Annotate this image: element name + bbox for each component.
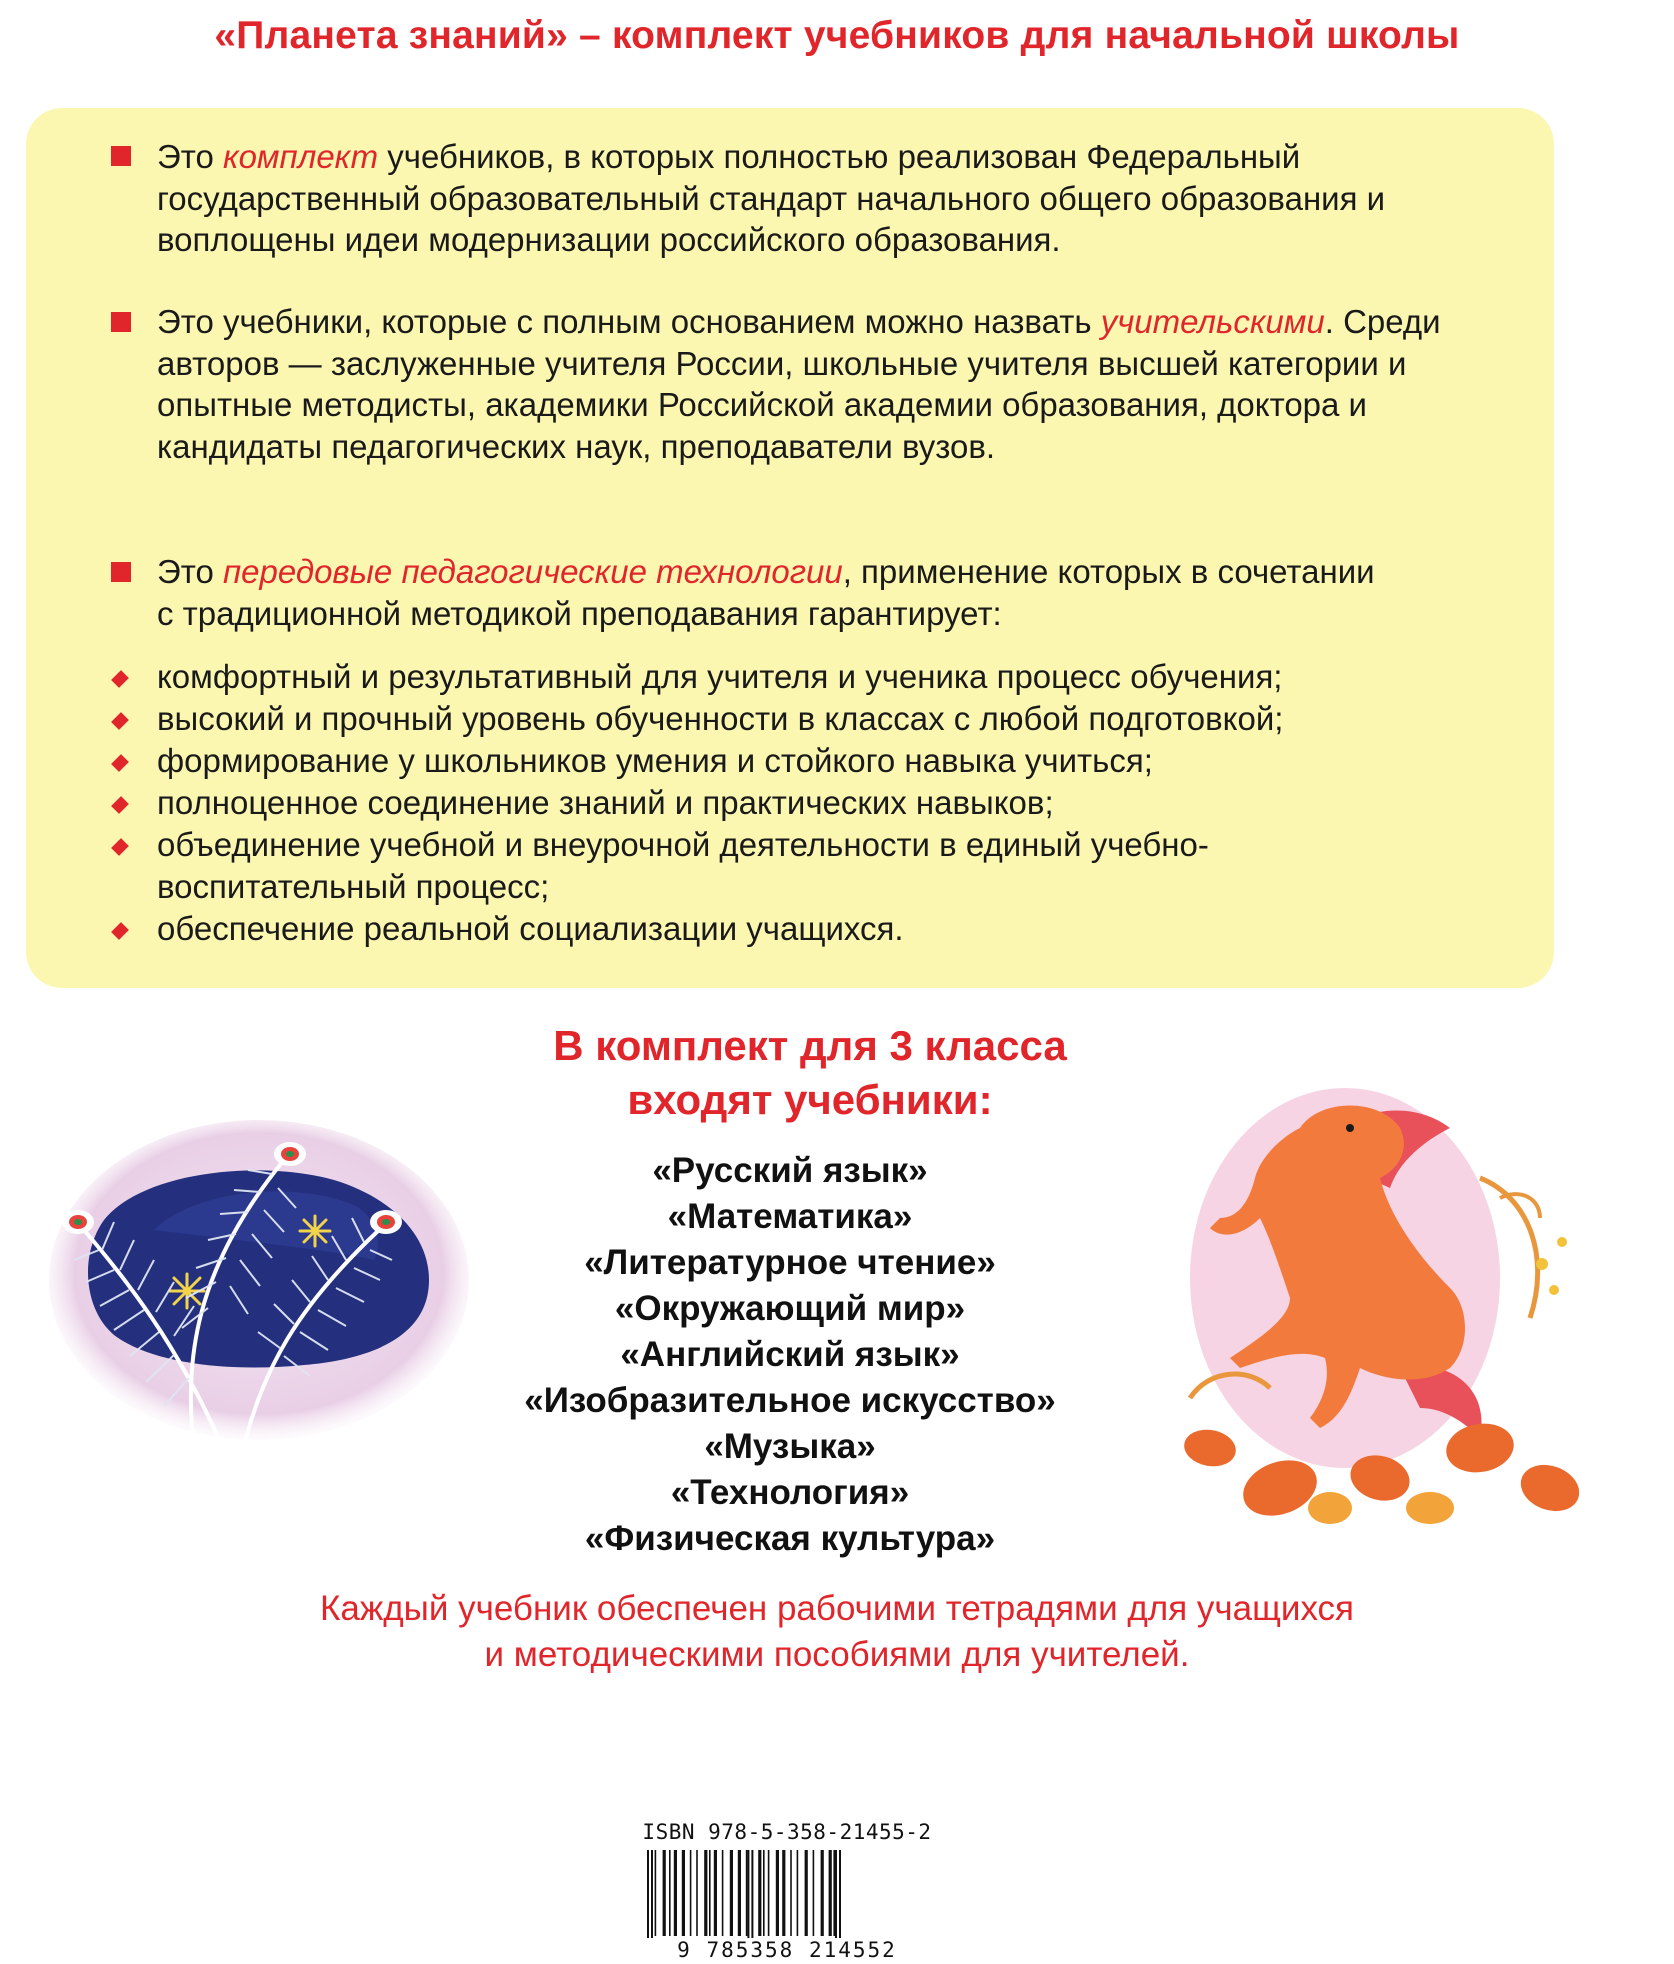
barcode-bar	[805, 1850, 808, 1936]
barcode-bar	[714, 1850, 717, 1936]
list-item: комфортный и результативный для учителя и ученика процесс обучения;	[157, 658, 1283, 695]
barcode-bar	[821, 1850, 824, 1936]
barcode-bar	[730, 1850, 733, 1936]
barcode-bar	[690, 1850, 692, 1936]
barcode-bar	[813, 1850, 815, 1936]
barcode-bar	[722, 1850, 724, 1936]
subject-item: «Музыка»	[704, 1427, 876, 1466]
footer-note-line-2: и методическими пособиями для учителей.	[484, 1635, 1190, 1674]
square-bullet-icon	[111, 562, 131, 582]
subject-item: «Литературное чтение»	[584, 1243, 996, 1282]
intro-paragraph-2: Это учебники, которые с полным основанием можно назвать учительскими. Среди авторов — заслуженные учителя России, школьные учителя высшей категории и опытные методисты, академики Российской академии образования, доктора и кандидаты педагогических наук, преподаватели вузов.	[157, 303, 1441, 465]
subject-item: «Физическая культура»	[584, 1519, 996, 1558]
list-item: полноценное соединение знаний и практических навыков;	[157, 784, 1054, 821]
barcode-bar	[696, 1850, 698, 1936]
footer-note	[0, 1586, 1674, 1678]
barcode-bar	[738, 1850, 741, 1936]
barcode-bar	[674, 1850, 677, 1936]
subject-item: «Английский язык»	[620, 1335, 960, 1374]
intro-paragraph-3: Это передовые педагогические технологии, применение которых в сочетании с традиционной методикой преподавания гарантирует:	[157, 553, 1375, 632]
barcode-bar	[776, 1850, 779, 1936]
set-heading-line-2: входят учебники:	[627, 1076, 993, 1123]
barcode-bar	[790, 1850, 792, 1936]
barcode-bar	[829, 1850, 832, 1936]
set-heading-line-1: В комплект для 3 класса	[553, 1022, 1067, 1069]
subject-item: «Изобразительное искусство»	[524, 1381, 1056, 1420]
subject-item: «Окружающий мир»	[614, 1289, 966, 1328]
isbn-digits: 9 785358 214552	[637, 1938, 937, 1962]
barcode-bar	[655, 1850, 657, 1936]
subject-list	[440, 1148, 1140, 1562]
list-item: объединение учебной и внеурочной деятельности в единый учебно-воспитательный процесс;	[157, 826, 1209, 905]
list-item: высокий и прочный уровень обученности в классах с любой подготовкой;	[157, 700, 1284, 737]
subject-item: «Технология»	[670, 1473, 910, 1512]
barcode-bar	[833, 1850, 835, 1936]
list-item: обеспечение реальной социализации учащихся.	[157, 910, 904, 947]
barcode-bar	[704, 1850, 707, 1936]
intro-paragraph-1: Это комплект учебников, в которых полностью реализован Федеральный государственный образовательный стандарт начального общего образования и воплощены идеи модернизации российского образования.	[157, 138, 1386, 258]
square-bullet-icon	[111, 146, 131, 166]
barcode-bar	[663, 1850, 666, 1936]
barcode-bar	[746, 1850, 748, 1936]
subject-item: «Русский язык»	[652, 1151, 928, 1190]
isbn-label: ISBN 978-5-358-21455-2	[642, 1820, 932, 1844]
feathers-illustration	[34, 1110, 474, 1470]
footer-note-line-1: Каждый учебник обеспечен рабочими тетрадями для учащихся	[319, 1589, 1355, 1628]
isbn-block	[637, 1820, 937, 1964]
barcode-bar	[768, 1850, 770, 1936]
horse-illustration	[1150, 1068, 1610, 1538]
barcode-bar	[758, 1850, 761, 1936]
barcode-bar	[669, 1850, 671, 1936]
square-bullet-icon	[111, 312, 131, 332]
list-item: формирование у школьников умения и стойкого навыка учиться;	[157, 742, 1153, 779]
barcode-bar	[682, 1850, 685, 1936]
barcode-bar	[763, 1850, 765, 1936]
subject-item: «Математика»	[667, 1197, 913, 1236]
barcode-bar	[797, 1850, 799, 1936]
barcode-bar	[782, 1850, 785, 1936]
page-title: «Планета знаний» – комплект учебников для начальной школы	[214, 14, 1460, 57]
barcode-bar	[709, 1850, 711, 1936]
